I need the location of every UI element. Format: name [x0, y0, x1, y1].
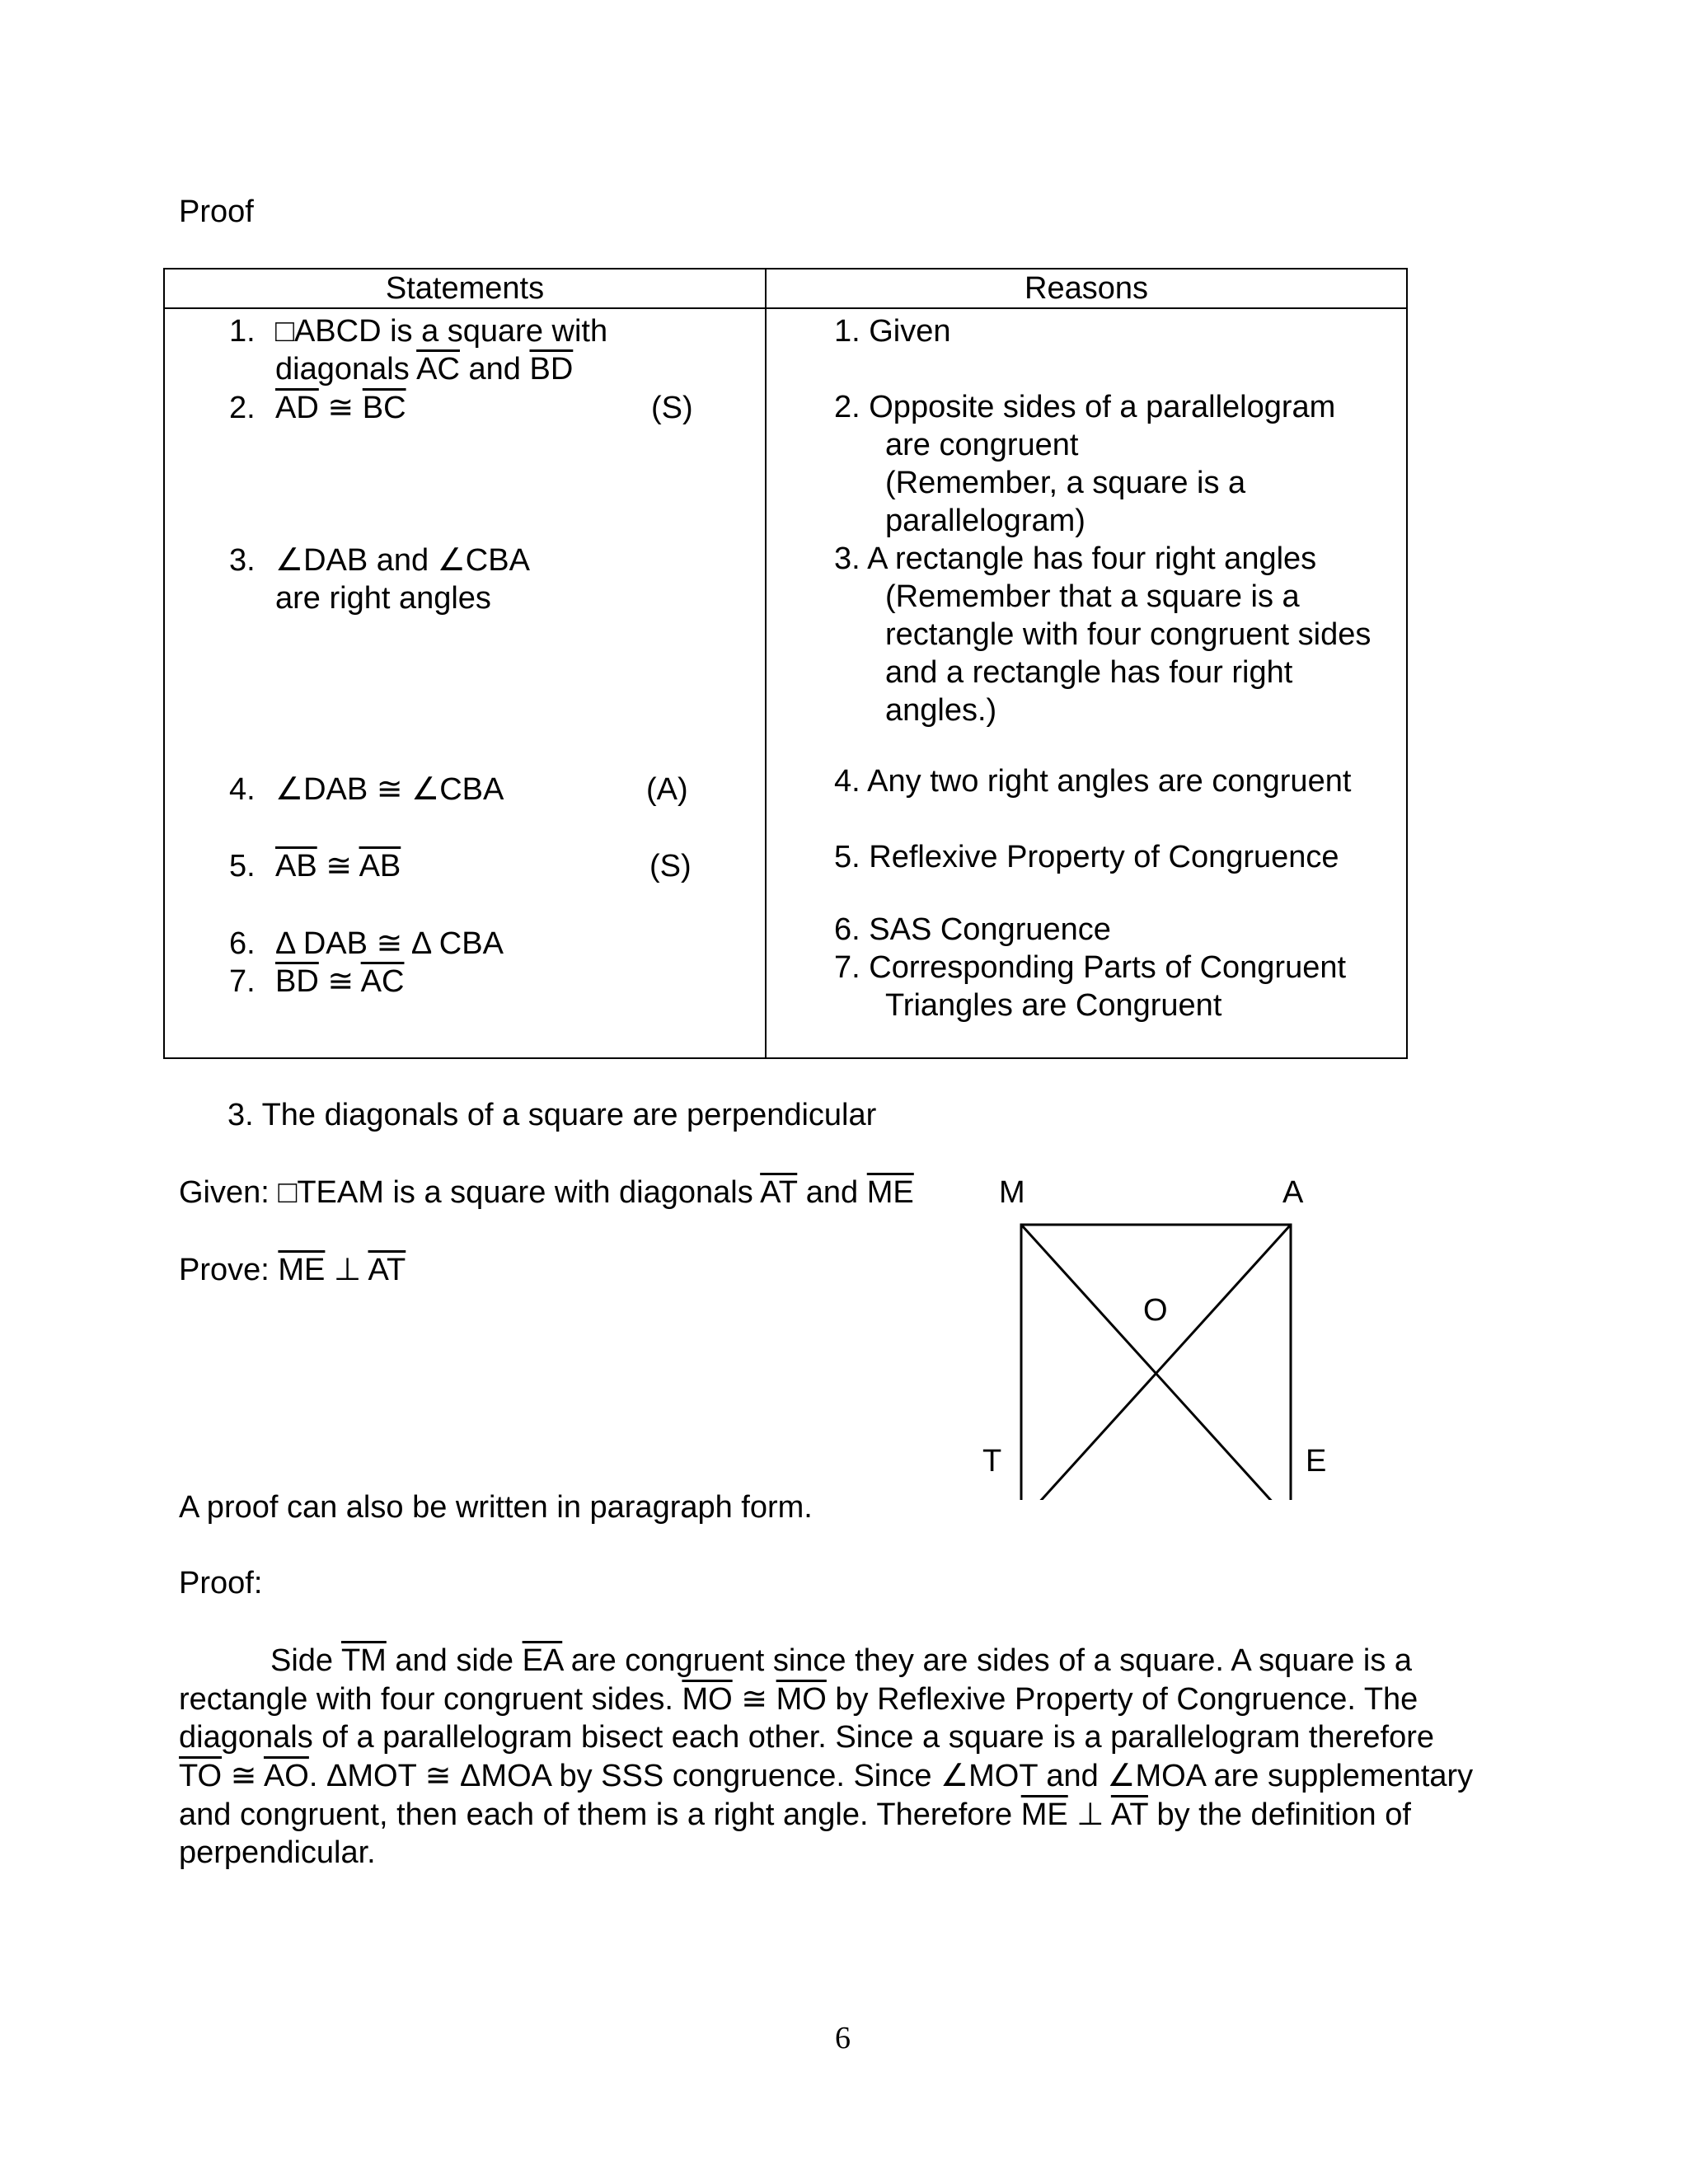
header-rule: [165, 307, 1406, 309]
statement-3-line-1: 3.∠DAB and ∠CBA: [229, 543, 530, 578]
statement-6: 6.Δ DAB ≅ Δ CBA: [229, 926, 504, 961]
statement-1-line-2: diagonals $\overline{AC}$ and $\overline{BD}$: [275, 352, 574, 387]
reason-2-line-4: parallelogram): [885, 504, 1085, 538]
reason-3-line-5: angles.): [885, 693, 997, 728]
square-outline: [1021, 1225, 1291, 1500]
reason-2-line-2: are congruent: [885, 428, 1079, 462]
paragraph-line-3: diagonals of a parallelogram bisect each other. Since a square is a parallelogram therefore: [179, 1720, 1435, 1755]
reason-6: 6. SAS Congruence: [834, 912, 1111, 947]
square-team-figure: [973, 1170, 1352, 1500]
paragraph-intro: A proof can also be written in paragraph form.: [179, 1490, 813, 1525]
statements-header: Statements: [385, 271, 545, 306]
statement-2-tag: (S): [651, 391, 693, 425]
paragraph-line-4: $\overline{TO}$ ≅ $\overline{AO}$. ΔMOT ≅ ΔMOA by SSS congruence. Since ∠MOT and ∠MOA are supplementary: [179, 1759, 1474, 1793]
given-line: Given: □TEAM is a square with diagonals $\overline{AT}$ and $\overline{ME}$: [179, 1175, 914, 1210]
reason-3-line-1: 3. A rectangle has four right angles: [834, 541, 1317, 576]
vertex-label-m: M: [999, 1175, 1025, 1210]
reason-3-line-3: rectangle with four congruent sides: [885, 617, 1372, 652]
reason-3-line-2: (Remember that a square is a: [885, 579, 1300, 614]
proof-table: [163, 268, 1408, 1059]
paragraph-line-5: and congruent, then each of them is a right angle. Therefore $\overline{ME}$ ⊥ $\overline{AT}$ by the definition of: [179, 1797, 1411, 1832]
diagonal-ME: [1021, 1225, 1291, 1500]
prove-line: Prove: $\overline{ME}$ ⊥ $\overline{AT}$: [179, 1253, 406, 1287]
vertex-label-a: A: [1282, 1175, 1304, 1210]
vertex-label-o: O: [1143, 1293, 1168, 1328]
statement-4-tag: (A): [646, 772, 688, 807]
reason-5: 5. Reflexive Property of Congruence: [834, 840, 1339, 874]
reason-7-line-2: Triangles are Congruent: [885, 988, 1222, 1023]
statement-7: $7.\overline{BD}$ ≅ $\overline{AC}$: [229, 964, 405, 999]
vertex-label-e: E: [1306, 1444, 1327, 1479]
statement-5: $5.\overline{AB}$ ≅ $\overline{AB}$: [229, 849, 401, 883]
reason-3-line-4: and a rectangle has four right: [885, 655, 1293, 690]
reasons-header: Reasons: [1025, 271, 1148, 306]
statement-5-tag: (S): [649, 849, 692, 883]
reason-2-line-1: 2. Opposite sides of a parallelogram: [834, 390, 1336, 424]
proof-label: Proof:: [179, 1566, 263, 1601]
paragraph-line-1: Side $\overline{TM}$ and side $\overline{EA}$ are congruent since they are sides of a square. A square is a: [270, 1643, 1413, 1678]
reason-1: 1. Given: [834, 314, 951, 349]
statement-3-line-2: are right angles: [275, 581, 491, 616]
paragraph-line-2: rectangle with four congruent sides. $\overline{MO}$ ≅ $\overline{MO}$ by Reflexive Property of Congruence. The: [179, 1682, 1418, 1717]
section-heading: Proof: [179, 194, 254, 229]
statement-2: $2.\overline{AD}$ ≅ $\overline{BC}$: [229, 391, 406, 425]
statement-4: 4.∠DAB ≅ ∠CBA: [229, 772, 504, 807]
diagonal-AT: [1021, 1225, 1291, 1500]
vertex-label-t: T: [982, 1444, 1002, 1479]
column-divider: [765, 269, 767, 1057]
paragraph-line-6: perpendicular.: [179, 1835, 376, 1870]
reason-7-line-1: 7. Corresponding Parts of Congruent: [834, 950, 1347, 985]
item-3-heading: 3. The diagonals of a square are perpendicular: [227, 1098, 877, 1132]
reason-4: 4. Any two right angles are congruent: [834, 764, 1352, 799]
reason-2-line-3: (Remember, a square is a: [885, 466, 1246, 500]
page-number: 6: [835, 2021, 851, 2055]
statement-1-line-1: 1.□ABCD is a square with: [229, 314, 608, 349]
